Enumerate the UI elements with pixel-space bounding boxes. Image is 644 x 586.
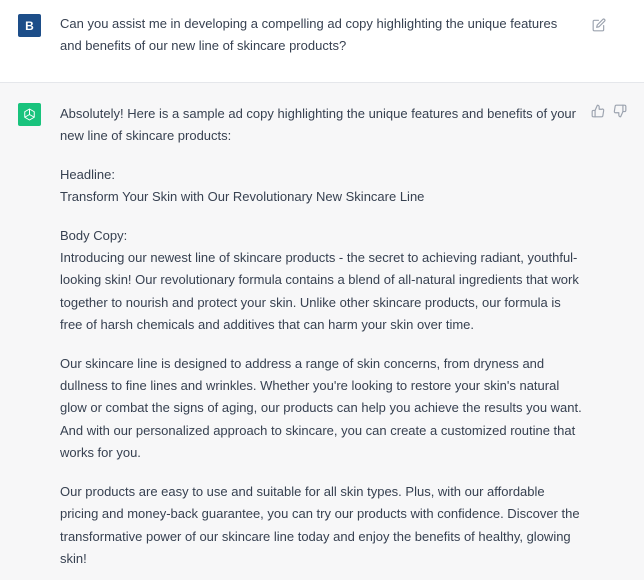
body-paragraph-3: Our products are easy to use and suitable for all skin types. Plus, with our affordable pricing and money-back guarantee, you can try our products with confidence. Discover the transformative power of our skincare line today and enjoy the benefits of healthy, glowing skin! bbox=[60, 483, 580, 566]
headline-block bbox=[60, 164, 582, 209]
user-avatar-letter: B bbox=[25, 18, 34, 33]
body-paragraph-2: Our skincare line is designed to address a range of skin concerns, from dryness and dullness to fine lines and wrinkles. Whether you're looking to restore your skin's natural glow or combat the signs of aging, our products can help you achieve the results you want. And with our personalized approach to skincare, you can create a customized routine that works for you. bbox=[60, 355, 582, 461]
openai-logo-icon bbox=[18, 103, 41, 126]
headline-label: Headline: bbox=[60, 166, 115, 182]
thumbs-down-icon[interactable] bbox=[612, 103, 628, 119]
assistant-message-text bbox=[60, 103, 582, 586]
thumbs-up-icon[interactable] bbox=[590, 103, 606, 119]
user-message-row bbox=[0, 0, 644, 83]
assistant-intro: Absolutely! Here is a sample ad copy highlighting the unique features and benefits of your new line of skincare products: bbox=[60, 106, 576, 144]
assistant-message-row bbox=[0, 83, 644, 580]
body-copy-label: Body Copy: bbox=[60, 227, 128, 243]
user-avatar bbox=[18, 14, 41, 37]
body-copy-block bbox=[60, 225, 582, 337]
edit-icon[interactable] bbox=[591, 17, 607, 33]
user-message-text: Can you assist me in developing a compelling ad copy highlighting the unique features and benefits of our new line of skincare products? bbox=[60, 16, 558, 54]
headline-text: Transform Your Skin with Our Revolutionary New Skincare Line bbox=[60, 189, 425, 205]
body-paragraph-1: Introducing our newest line of skincare products - the secret to achieving radiant, youthful-looking skin! Our revolutionary formula contains a blend of all-natural ingredients that work together to nourish and protect your skin. Unlike other skincare products, our formula is free of harsh chemicals and additives that can harm your skin over time. bbox=[60, 250, 579, 333]
